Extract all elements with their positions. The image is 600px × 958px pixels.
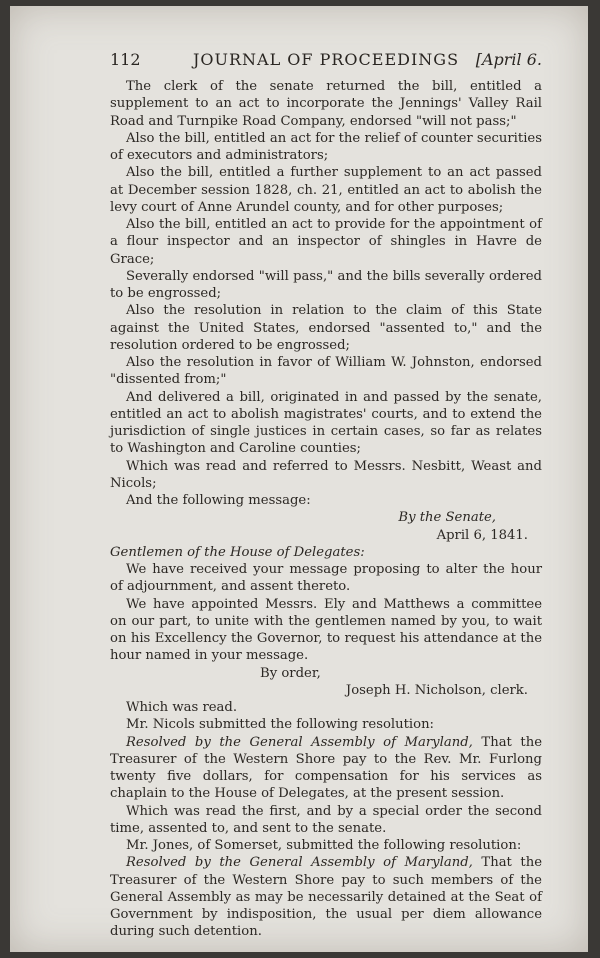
running-title: JOURNAL OF PROCEEDINGS xyxy=(192,50,460,69)
paragraph: Also the bill, entitled an act for the relief of counter securities of executors and administrators; xyxy=(110,130,542,163)
paragraph: Also the resolution in relation to the claim of this State against the United States, endorsed "assented to," and the resolution ordered to be engrossed; xyxy=(110,303,542,353)
resolution-text: That the Treasurer of the Western Shore pay to such members of the General Assembly as may be necessarily detained at the Seat of Government by indisposition, the usual per diem allowance during such detention. xyxy=(110,855,543,940)
header-date: [April 6. xyxy=(475,50,542,69)
signature-line: Joseph H. Nicholson, clerk. xyxy=(345,682,528,698)
paragraph: And delivered a bill, originated in and passed by the senate, entitled an act to abolish magistrates' courts, and to extend the jurisdiction of single justices in certain cases, so far as relates to Washington and Caroline counties; xyxy=(110,389,542,457)
paragraph: We have received your message proposing to alter the hour of adjournment, and assent thereto. xyxy=(110,562,542,595)
paragraph: Mr. Jones, of Somerset, submitted the following resolution: xyxy=(126,838,522,853)
by-order: By order, xyxy=(260,665,321,681)
resolution-lead: Resolved by the General Assembly of Maryland, xyxy=(126,734,473,750)
message-date: April 6, 1841. xyxy=(436,527,528,543)
journal-body xyxy=(110,78,542,941)
resolution-lead: Resolved by the General Assembly of Maryland, xyxy=(126,855,473,871)
paragraph: Which was read and referred to Messrs. Nesbitt, Weast and Nicols; xyxy=(110,458,542,491)
paragraph: Also the bill, entitled an act to provide for the appointment of a flour inspector and an inspector of shingles in Havre de Grace; xyxy=(110,217,542,267)
resolution xyxy=(110,734,542,803)
resolution-text: That the Treasurer of the Western Shore pay to the Rev. Mr. Furlong twenty five dollars, for compensation for his services as chaplain to the House of Delegates, at the present session. xyxy=(110,734,543,802)
running-header xyxy=(110,50,542,72)
resolution xyxy=(110,854,542,940)
paragraph: Severally endorsed "will pass," and the bills severally ordered to be engrossed; xyxy=(110,268,542,301)
paragraph: Which was read the first, and by a special order the second time, assented to, and sent to the senate. xyxy=(110,803,542,836)
book-page xyxy=(10,6,588,952)
paragraph: And the following message: xyxy=(126,493,311,508)
salutation: Gentlemen of the House of Delegates: xyxy=(110,544,365,560)
paragraph: Mr. Nicols submitted the following resolution: xyxy=(126,717,434,733)
message-source: By the Senate, xyxy=(398,510,496,526)
paragraph: Also the bill, entitled a further supplement to an act passed at December session 1828, ch. 21, entitled an act to abolish the levy court of Anne Arundel county, and for other purposes; xyxy=(110,165,542,215)
paragraph: Also the resolution in favor of William W. Johnston, endorsed "dissented from;" xyxy=(110,355,542,388)
paragraph: The clerk of the senate returned the bill, entitled a supplement to an act to incorporate the Jennings' Valley Rail Road and Turnpike Road Company, endorsed "will not pass;" xyxy=(110,79,542,129)
page-number: 112 xyxy=(110,50,141,69)
paragraph: Which was read. xyxy=(126,700,238,715)
paragraph: We have appointed Messrs. Ely and Matthews a committee on our part, to unite with the gentlemen named by you, to wait on his Excellency the Governor, to request his attendance at the hour named in your message. xyxy=(110,596,542,664)
